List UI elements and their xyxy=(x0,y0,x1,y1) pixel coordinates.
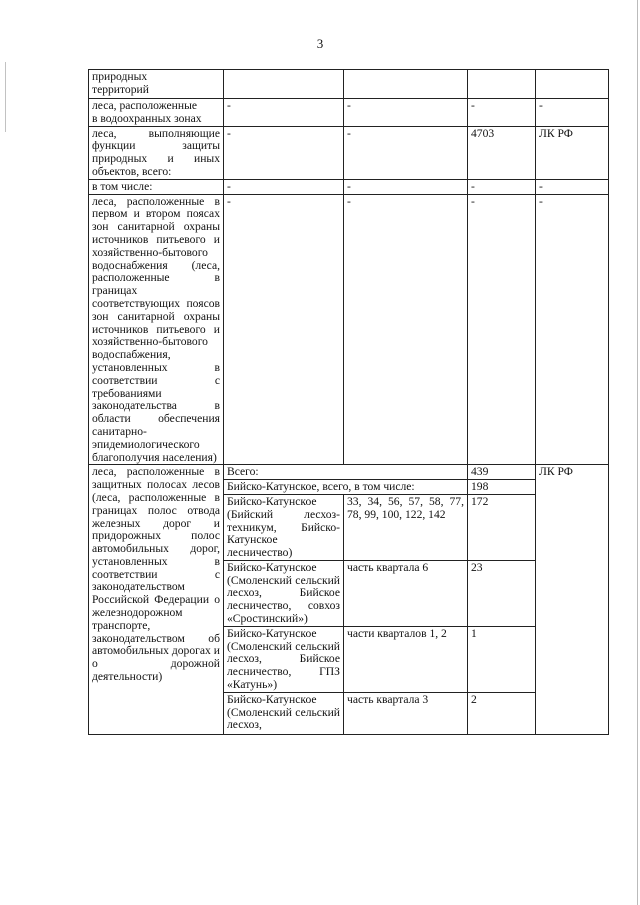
area-value-cell: 172 xyxy=(468,494,536,560)
table-row xyxy=(89,179,609,194)
law-cell: ЛК РФ xyxy=(536,126,609,179)
kvartal-cell: часть квартала 3 xyxy=(344,692,468,734)
value-cell: - xyxy=(468,179,536,194)
area-value-cell: 2 xyxy=(468,692,536,734)
value-cell: - xyxy=(344,194,468,465)
kvartal-cell: 33, 34, 56, 57, 58, 77, 78, 99, 100, 122, 142 xyxy=(344,494,468,560)
category-cell: в том числе: xyxy=(89,179,224,194)
empty-cell xyxy=(468,70,536,99)
empty-cell xyxy=(536,70,609,99)
forest-categories-table xyxy=(88,69,609,735)
forestry-name-cell: Бийско-Катунское (Смоленский сельский лесхоз, Бийское лесничество, совхоз «Сростинский») xyxy=(224,560,344,626)
table-row xyxy=(89,99,609,127)
value-cell: - xyxy=(224,194,344,465)
category-cell: леса, выполняющие функции защиты природных и иных объектов, всего: xyxy=(89,126,224,179)
value-cell: - xyxy=(344,179,468,194)
law-cell: ЛК РФ xyxy=(536,465,609,735)
kvartal-cell: часть квартала 6 xyxy=(344,560,468,626)
value-cell: - xyxy=(224,99,344,127)
value-cell: - xyxy=(344,99,468,127)
value-cell: - xyxy=(224,179,344,194)
forestry-name-cell: Бийско-Катунское (Бийский лесхоз-техникум, Бийско-Катунское лесничество) xyxy=(224,494,344,560)
value-cell: - xyxy=(536,194,609,465)
table-row xyxy=(89,126,609,179)
category-cell: леса, расположенные в первом и втором поясах зон санитарной охраны источников питьевого и хозяйственно-бытового водоснабжения (леса, расположенные в границах соответствующих поясов зон санитарной охраны источников питьевого и хозяйственно-бытового водоспабжения, установленных в соответствии с требованиями законодательства в области обеспечения санитарно-эпидемиологического благополучия населения) xyxy=(89,194,224,465)
binding-marks xyxy=(5,62,8,132)
value-cell: - xyxy=(468,194,536,465)
empty-cell xyxy=(344,70,468,99)
value-cell: - xyxy=(536,99,609,127)
table-row xyxy=(89,465,609,480)
value-cell: - xyxy=(224,126,344,179)
total-label-cell: Всего: xyxy=(224,465,468,480)
total-value-cell: 439 xyxy=(468,465,536,480)
kvartal-cell: части кварталов 1, 2 xyxy=(344,626,468,692)
subtotal-value-cell: 198 xyxy=(468,480,536,495)
empty-cell xyxy=(224,70,344,99)
table-row xyxy=(89,194,609,465)
scan-edge-line xyxy=(637,0,638,905)
area-value-cell: 23 xyxy=(468,560,536,626)
page-number: 3 xyxy=(316,36,324,51)
area-value-cell: 4703 xyxy=(468,126,536,179)
value-cell: - xyxy=(536,179,609,194)
forestry-name-cell: Бийско-Катунское (Смоленский сельский лесхоз, xyxy=(224,692,344,734)
value-cell: - xyxy=(468,99,536,127)
category-cell: леса, расположенные в защитных полосах лесов (леса, расположенные в границах полос отвода железных дорог и придорожных полос автомобильных дорог, установленных в соответствии с законодательством Российской Федерации о железнодорожном транспорте, законодательством об автомобильных дорогах и о дорожной деятельности) xyxy=(89,465,224,735)
table-row xyxy=(89,70,609,99)
area-value-cell: 1 xyxy=(468,626,536,692)
forestry-name-cell: Бийско-Катунское (Смоленский сельский лесхоз, Бийское лесничество, ГПЗ «Катунь») xyxy=(224,626,344,692)
category-cell: леса, расположенные в водоохранных зонах xyxy=(89,99,224,127)
subtotal-label-cell: Бийско-Катунское, всего, в том числе: xyxy=(224,480,468,495)
category-cell: природных территорий xyxy=(89,70,224,99)
value-cell: - xyxy=(344,126,468,179)
